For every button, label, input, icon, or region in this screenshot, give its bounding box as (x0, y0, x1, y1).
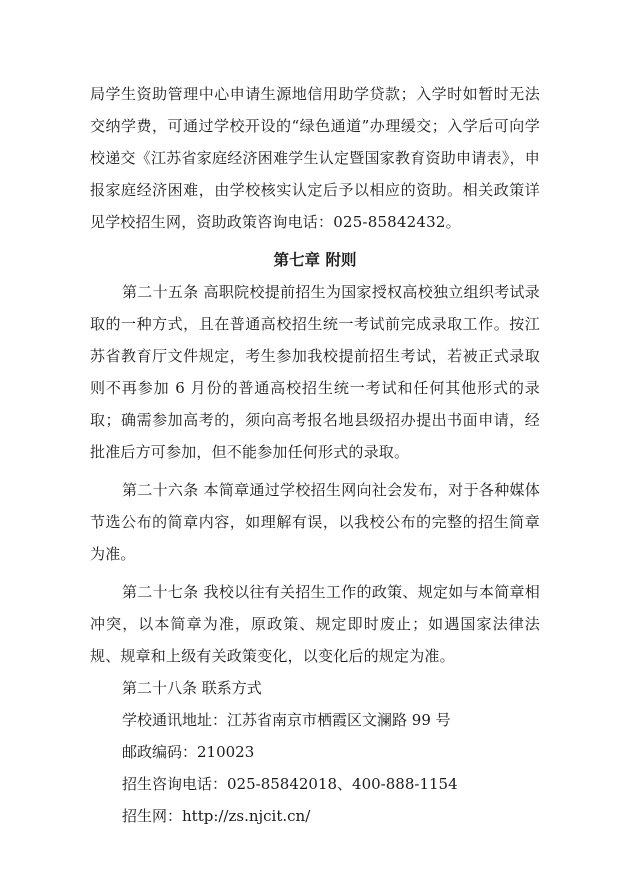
chapter-title: 第七章 附则 (273, 251, 357, 269)
article-25: 第二十五条 高职院校提前招生为国家授权高校独立组织考试录取的一种方式，且在普通高校招生统一考试前完成录取工作。按江苏省教育厅文件规定，考生参加我校提前招生考试，若被正式录取则不再参加 6 月份的普通高校招生统一考试和任何其他形式的录取；确需参加高考的，须向高考报名地县级招办提出书面申请，经批准后方可参加，但不能参加任何形式的录取。 (90, 283, 540, 461)
intro-paragraph: 局学生资助管理中心申请生源地信用助学贷款；入学时如暂时无法交纳学费，可通过学校开设的“绿色通道”办理缓交；入学后可向学校递交《江苏省家庭经济困难学生认定暨国家教育资助申请表》，申报家庭经济困难，由学校核实认定后予以相应的资助。相关政策详见学校招生网，资助政策咨询电话：025-85842432。 (90, 85, 540, 231)
article-27: 第二十七条 我校以往有关招生工作的政策、规定如与本简章相冲突，以本简章为准，原政策、规定即时废止；如遇国家法律法规、规章和上级有关政策变化，以变化后的规定为准。 (90, 583, 540, 665)
contact-phone: 招生咨询电话：025-85842018、400-888-1154 (122, 775, 458, 793)
article-26: 第二十六条 本简章通过学校招生网向社会发布，对于各种媒体节选公布的简章内容，如理解有误，以我校公布的完整的招生简章为准。 (90, 481, 540, 563)
document-page (90, 78, 540, 832)
contact-website-link[interactable]: 招生网：http://zs.njcit.cn/ (122, 807, 311, 825)
contact-address: 学校通讯地址：江苏省南京市栖霞区文澜路 99 号 (122, 711, 451, 729)
contact-postcode: 邮政编码：210023 (122, 743, 255, 761)
article-28-title: 第二十八条 联系方式 (122, 679, 262, 697)
